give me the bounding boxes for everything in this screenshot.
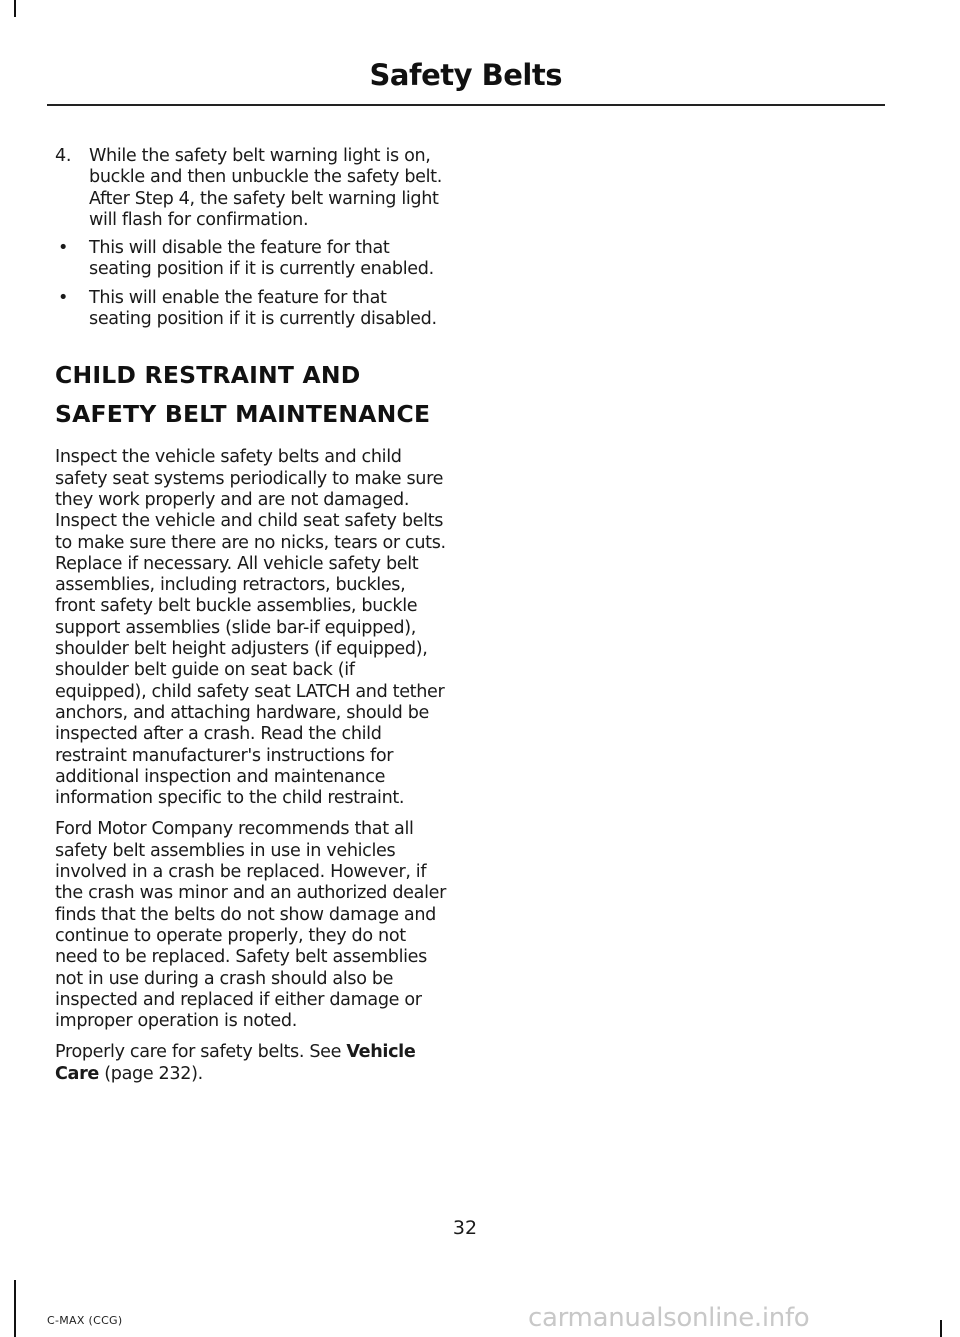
content-column xyxy=(55,146,450,1095)
paragraph-replacement: Ford Motor Company recommends that all safety belt assemblies in use in vehicles involved in a crash be replaced. However, if the crash was minor and an authorized dealer finds that the belts do not show damage and continue to operate properly, they do not need to be replaced. Safety belt assemblies not in use during a crash should also be inspected and replaced if either damage or improper operation is noted. xyxy=(55,819,446,1032)
step-number: 4. xyxy=(55,146,72,166)
bullet-marker: • xyxy=(58,287,69,308)
section-heading-line-2: SAFETY BELT MAINTENANCE xyxy=(55,400,431,429)
watermark: carmanualsonline.info xyxy=(528,1303,810,1333)
crop-mark-top-left xyxy=(14,0,16,17)
crop-mark-bottom-left xyxy=(14,1280,16,1337)
step-item xyxy=(55,146,450,231)
header-divider xyxy=(47,104,885,106)
care-prefix: Properly care for safety belts. See xyxy=(55,1042,347,1063)
bullet-item xyxy=(55,288,450,331)
page-title: Safety Belts xyxy=(369,58,562,92)
bullet-text: This will disable the feature for that seating position if it is currently enabled. xyxy=(89,238,434,280)
crop-mark-bottom-right xyxy=(940,1320,942,1337)
step-text: While the safety belt warning light is on, buckle and then unbuckle the safety belt. After Step 4, the safety belt warning light will flash for confirmation. xyxy=(89,146,442,230)
section-heading xyxy=(55,356,450,434)
page-number: 32 xyxy=(452,1217,478,1239)
bullet-marker: • xyxy=(58,238,69,259)
paragraph-inspection: Inspect the vehicle safety belts and child safety seat systems periodically to make sure they work properly and are not damaged. Inspect the vehicle and child seat safety belts to make sure there are no nicks, tears or cuts. Replace if necessary. All vehicle safety belt assemblies, including retractors, buckles, front safety belt buckle assemblies, buckle support assemblies (slide bar-if equipped), shoulder belt height adjusters (if equipped), shoulder belt guide on seat back (if equipped), child safety seat LATCH and tether anchors, and attaching hardware, should be inspected after a crash. Read the child restraint manufacturer's instructions for additional inspection and maintenance information specific to the child restraint. xyxy=(55,447,446,809)
bullet-item xyxy=(55,238,450,281)
bullet-text: This will enable the feature for that seating position if it is currently disabled. xyxy=(89,287,437,330)
model-label: C-MAX (CCG) xyxy=(47,1314,123,1327)
section-heading-line-1: CHILD RESTRAINT AND xyxy=(55,361,361,390)
paragraph-care xyxy=(55,1042,450,1085)
care-suffix: (page 232). xyxy=(99,1063,203,1084)
vehicle-care-link[interactable]: Vehicle Care xyxy=(55,1042,416,1084)
